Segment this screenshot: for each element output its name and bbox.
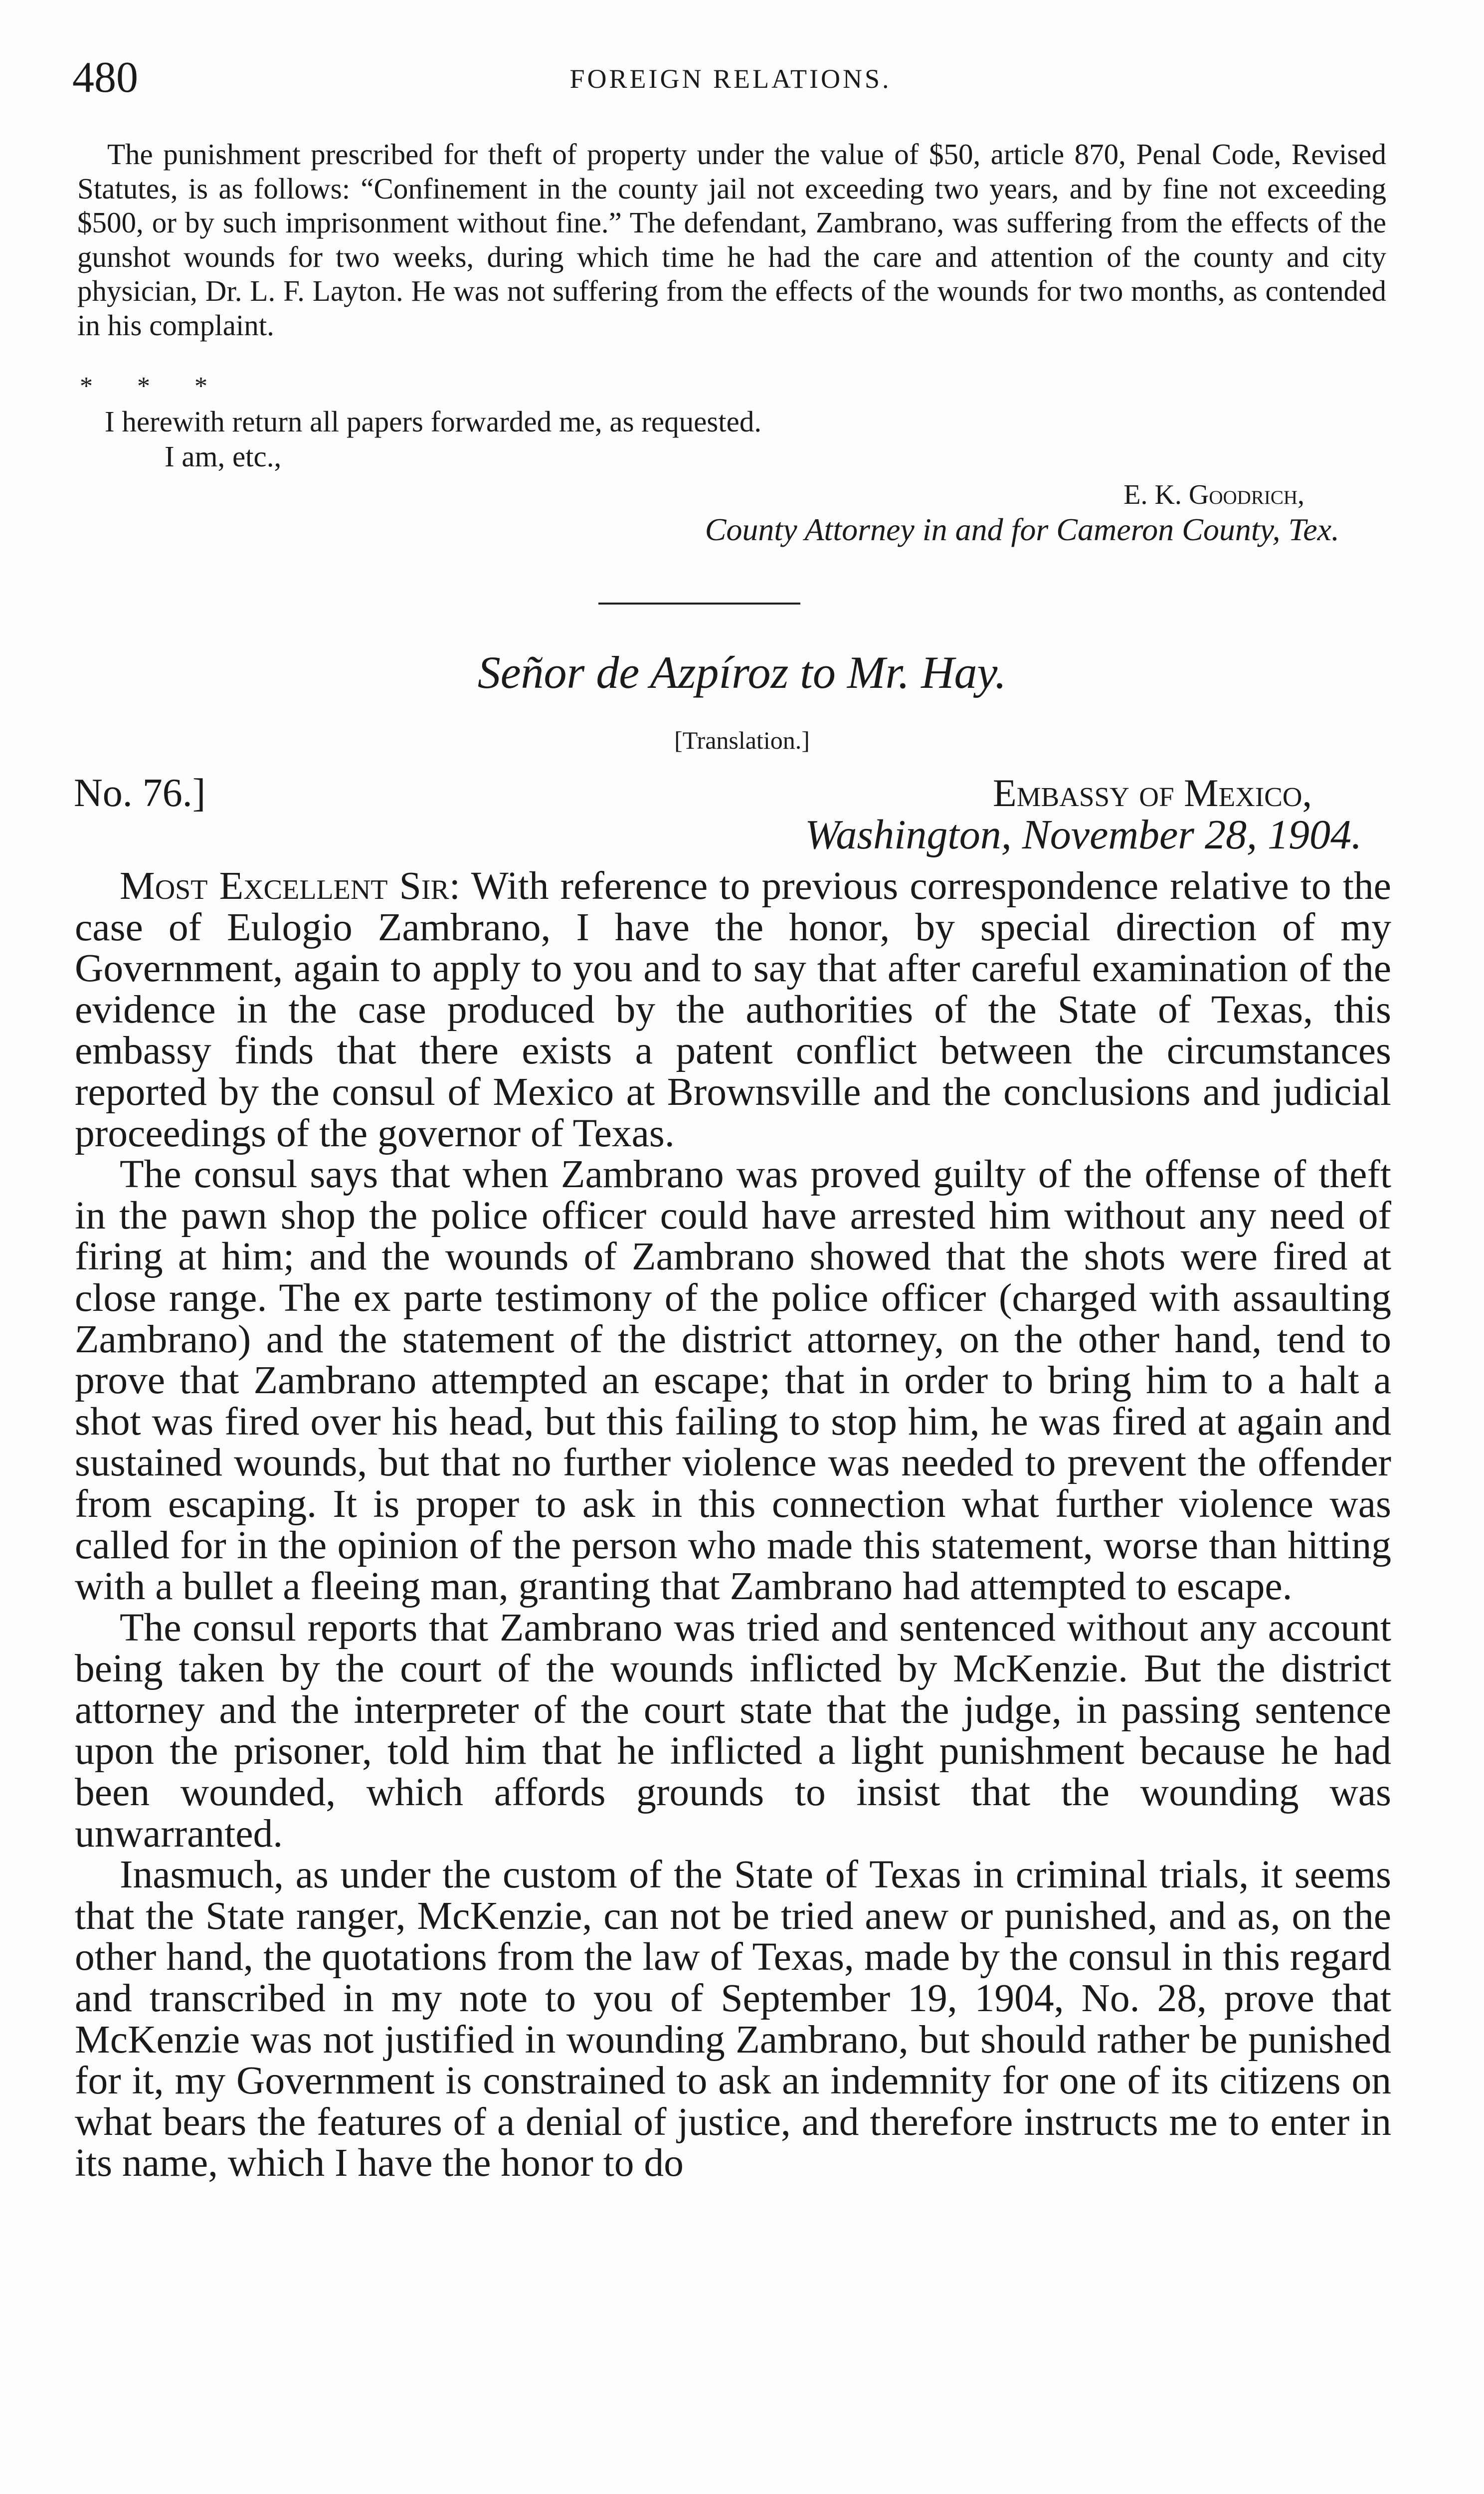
body-paragraph: The consul reports that Zambrano was tried and sentenced without any account being taken by the court of the wounds inflicted by McKenzie. But the district attorney and the interpreter of the court state that the judge, in passing sentence upon the prisoner, told him that he inflicted a light punishment because he had been wounded, which affords grounds to insist that the wounding was unwarranted. xyxy=(75,1605,1391,1856)
letter-title: Señor de Azpíroz to Mr. Hay. xyxy=(477,647,1007,698)
running-head: FOREIGN RELATIONS. xyxy=(569,64,892,94)
salutation: Most Excellent Sir: xyxy=(120,864,460,908)
letter-number: No. 76.] xyxy=(74,771,206,815)
page-header xyxy=(72,52,1389,107)
page-number: 480 xyxy=(72,53,138,102)
dateline: Washington, November 28, 1904. xyxy=(805,812,1362,858)
prior-letter-paragraph-block xyxy=(77,137,1386,342)
embassy-heading: Embassy of Mexico, xyxy=(992,771,1312,815)
section-divider xyxy=(598,603,800,605)
translation-note: [Translation.] xyxy=(674,726,810,754)
paragraph-text: With reference to previous correspondence relative to the case of Eulogio Zambrano, I have the honor, by special direction of my Government, again to apply to you and to say that after careful examination of the evidence in the case produced by the authorities of the State of Texas, this embassy finds that there exists a patent conflict between the circumstances reported by the consul of Mexico at Brownsville and the conclusions and judicial proceedings of the governor of Texas. xyxy=(75,864,1391,1155)
prior-letter-paragraph: The punishment prescribed for theft of property under the value of $50, article 870, Penal Code, Revised Statutes, is as follows: “Confinement in the county jail not exceeding two years, and by fine not exceeding $500, or by such imprisonment without fine.” The defendant, Zambrano, was suffering from the effects of the gunshot wounds for two weeks, during which time he had the care and attention of the county and city physician, Dr. L. F. Layton. He was not suffering from the effects of the wounds for two months, as contended in his complaint. xyxy=(77,138,1386,342)
closing-line: I am, etc., xyxy=(165,440,282,473)
signature-name: E. K. Goodrich, xyxy=(1123,479,1304,510)
body-paragraph: The consul says that when Zambrano was proved guilty of the offense of theft in the pawn shop the police officer could have arrested him without any need of firing at him; and the wounds of Zambrano showed that the shots were fired at close range. The ex parte testimony of the police officer (charged with assaulting Zambrano) and the statement of the district attorney, on the other hand, tend to prove that Zambrano attempted an escape; that in order to bring him to a halt a shot was fired over his head, but this failing to stop him, he was fired at again and sustained wounds, but that no further violence was needed to prevent the offender from escaping. It is proper to ask in this connection what further violence was called for in the opinion of the person who made this statement, worse than hitting with a bullet a fleeing man, granting that Zambrano had attempted to escape. xyxy=(75,1152,1391,1609)
letter-body xyxy=(75,865,1391,2184)
body-paragraph: Inasmuch, as under the custom of the State of Texas in criminal trials, it seems that the State ranger, McKenzie, can not be tried anew or punished, and as, on the other hand, the quotations from the law of Texas, made by the consul in this regard and transcribed in my note to you of September 19, 1904, No. 28, prove that McKenzie was not justified in wounding Zambrano, but should rather be punished for it, my Government is constrained to ask an indemnity for one of its citizens on what bears the features of a denial of justice, and therefore instructs me to enter in its name, which I have the honor to do xyxy=(75,1853,1391,2185)
ellipsis-stars: * * * xyxy=(80,372,226,401)
signature-title: County Attorney in and for Cameron County, Tex. xyxy=(705,512,1339,547)
body-paragraph xyxy=(75,865,1391,1154)
return-line: I herewith return all papers forwarded me, as requested. xyxy=(105,405,762,438)
